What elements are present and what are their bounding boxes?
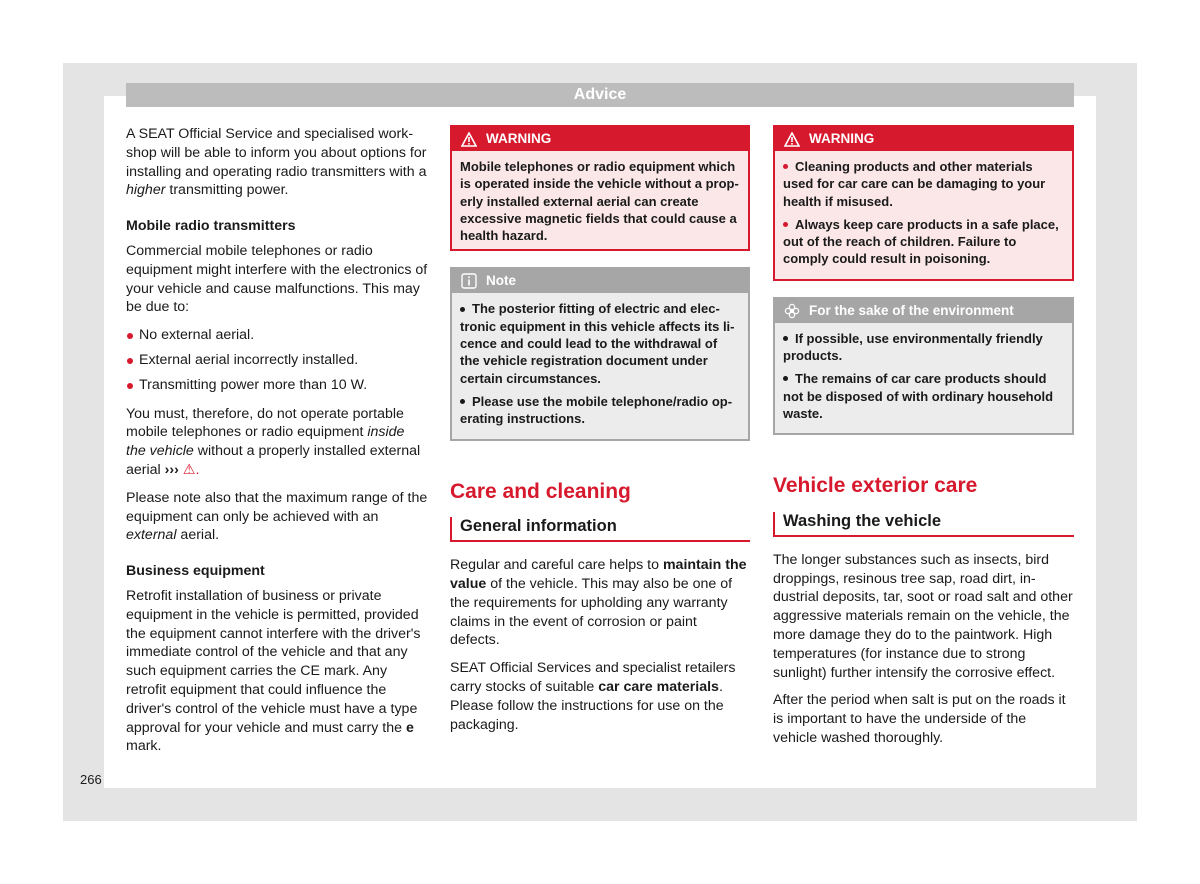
note-header: [452, 269, 748, 293]
cross-reference-arrows[interactable]: ›››: [164, 461, 179, 478]
list-item: No external aerial.: [126, 326, 428, 345]
list-item: External aerial incorrectly installed.: [126, 351, 428, 370]
page-header-bar: Advice: [126, 83, 1074, 107]
business-equipment-text: Retrofit installation of business or private equipment in the vehicle is permitted, provided the equipment cannot interfere with the driver's immediate control of the vehicle and that any such equipment carries the CE mark. Any retrofit equipment that could influence the driver's control of the vehicle must have a type approval for your vehicle and must carry the e mark.: [126, 587, 421, 755]
mobile-radio-heading: Mobile radio transmitters: [126, 218, 296, 235]
care-paragraph-1: Regular and careful care helps to maintain the value of the vehicle. This may also be one of the requirements for upholding any warranty claims in the event of corrosion or paint defects.: [450, 557, 747, 649]
must-paragraph: You must, therefore, do not operate portable mobile telephones or radio equipment inside the vehicle without a properly installed external aerial ››› ⚠.: [126, 405, 421, 478]
section-title-care-cleaning: Care and cleaning: [450, 479, 631, 503]
environment-box: [773, 297, 1074, 435]
column-2: [450, 125, 750, 743]
warning-box: [450, 125, 750, 251]
warning-item: Always keep care products in a safe place, out of the reach of children. Failure to comply could result in poisoning.: [783, 216, 1059, 267]
cause-list: [126, 326, 428, 394]
note-title: Note: [486, 273, 516, 289]
environment-header: [775, 299, 1072, 323]
warning-triangle-icon: [460, 130, 478, 148]
warning-header: [452, 127, 748, 151]
washing-paragraph-1: The longer substances such as insects, bird droppings, resinous tree sap, road dirt, industrial deposits, tar, soot or road salt and other aggressive materials remain on the vehicle, the more damage they do to the paintwork. High temperatures (for instance due to strong sunlight) further intensify the corrosive effect.: [773, 551, 1073, 681]
environment-body: [775, 323, 1072, 433]
business-equipment-heading: Business equipment: [126, 563, 265, 580]
note-body: [452, 293, 748, 438]
list-item: Transmitting power more than 10 W.: [126, 376, 428, 395]
washing-paragraph-2: After the period when salt is put on the roads it is important to have the underside of the vehicle washed thoroughly.: [773, 692, 1066, 747]
environment-item: The remains of car care products should not be disposed of with ordinary household waste.: [783, 371, 1054, 421]
column-1: [126, 125, 428, 765]
note-box: [450, 267, 750, 440]
mobile-radio-text: Commercial mobile telephones or radio equipment might interfere with the electronics of your vehicle and cause malfunctions. This may be due to:: [126, 242, 428, 316]
subsection-title-washing: Washing the vehicle: [773, 512, 1074, 537]
ce-mark-icon: CE: [300, 663, 321, 680]
warning-triangle-icon: [783, 130, 801, 148]
warning-header: [775, 127, 1072, 151]
section-title-exterior-care: Vehicle exterior care: [773, 474, 978, 498]
warning-box: [773, 125, 1074, 281]
info-icon: [460, 272, 478, 290]
column-3: [773, 125, 1074, 757]
subsection-title-general-info: General information: [450, 517, 750, 542]
warning-text: Mobile telephones or radio equipment which is operated inside the vehicle without a properly installed external aerial can create excessive magnetic fields that could cause a health hazard.: [452, 151, 748, 249]
intro-paragraph: A SEAT Official Service and specialised workshop will be able to inform you about options for installing and operating radio transmitters with a higher transmitting power.: [126, 126, 427, 199]
page-number: 266: [80, 772, 102, 787]
environment-item: If possible, use environmentally friendly products.: [783, 330, 1043, 364]
range-paragraph: Please note also that the maximum range of the equipment can only be achieved with an external aerial.: [126, 489, 428, 544]
warning-body: [775, 151, 1072, 279]
environment-title: For the sake of the environment: [809, 302, 1014, 318]
note-item: Please use the mobile telephone/radio operating instructions.: [460, 393, 733, 427]
flower-icon: [783, 302, 801, 320]
warning-title: WARNING: [809, 131, 875, 146]
warning-title: WARNING: [486, 131, 552, 146]
warning-item: Cleaning products and other materials used for car care can be damaging to your health if misused.: [783, 159, 1046, 209]
care-paragraph-2: SEAT Official Services and specialist retailers carry stocks of suitable car care materials. Please follow the instructions for use on the packaging.: [450, 660, 736, 733]
note-item: The posterior fitting of electric and electronic equipment in this vehicle affects its licence and could lead to the withdrawal of the vehicle registration document under certain circumstances.: [460, 301, 735, 386]
warning-reference-icon: ⚠.: [178, 461, 200, 478]
